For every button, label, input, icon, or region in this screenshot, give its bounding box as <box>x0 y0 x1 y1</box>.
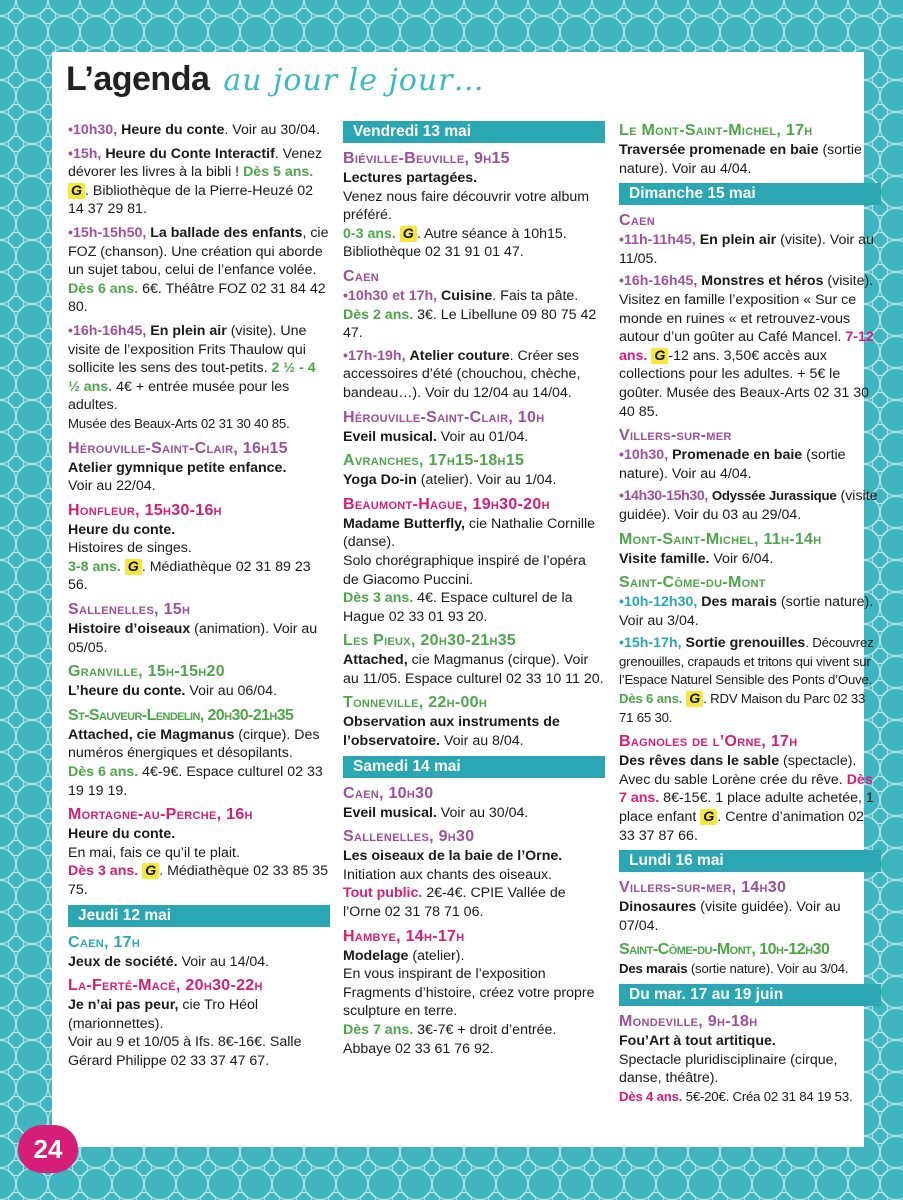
column-3 <box>619 121 881 1111</box>
free-badge-icon: G <box>125 559 142 575</box>
day-header: Vendredi 13 mai <box>343 121 605 143</box>
venue-heading: Mont-Saint-Michel, 11h-14h <box>619 530 822 548</box>
list-item: La-Ferté-Macé, 20h30-22h Je n’ai pas peur, cie Tro Héol (marionnettes). Voir au 9 et 10/05 à Ifs. 8€-16€. Salle Gérard Philippe 02 33 37 47 67. <box>68 976 330 1070</box>
column-1 <box>68 121 330 1076</box>
venue-heading: St-Sauveur-Lendelin, 20h30-21h35 <box>68 706 294 724</box>
list-item: Tonneville, 22h-00h Observation aux instruments de l’observatoire. Voir au 8/04. <box>343 693 605 750</box>
list-item: Saint-Côme-du-Mont, 10h-12h30 Des marais (sortie nature). Voir au 3/04. <box>619 940 881 979</box>
list-item: Sallenelles, 15h Histoire d’oiseaux (animation). Voir au 05/05. <box>68 600 330 657</box>
day-header: Jeudi 12 mai <box>68 905 330 927</box>
list-item: Biéville-Beuville, 9h15 Lectures partagées. Venez nous faire découvrir votre album préféré. 0-3 ans. G . Autre séance à 10h15. Bibliothèque 02 31 91 01 47. <box>343 149 605 262</box>
venue-heading: Beaumont-Hague, 19h30-20h <box>343 495 550 513</box>
venue-heading: Villers-sur-mer <box>619 427 732 445</box>
free-badge-icon: G <box>400 226 417 242</box>
venue-heading: Mortagne-au-Perche, 16h <box>68 806 253 824</box>
list-item: Mondeville, 9h-18h Fou’Art à tout artitique. Spectacle pluridisciplinaire (cirque, danse, théâtre). Dès 4 ans. 5€-20€. Créa 02 31 84 19 53. <box>619 1012 881 1106</box>
venue-heading: Saint-Côme-du-Mont <box>619 574 766 592</box>
free-badge-icon: G <box>700 809 717 825</box>
list-item: Villers-sur-mer •10h30, Promenade en baie (sortie nature). Voir au 4/04. •14h30-15h30, Odyssée Jurassique (visite guidée). Voir du 03 au 29/04. <box>619 426 881 524</box>
venue-heading: Hambye, 14h-17h <box>343 927 465 945</box>
list-item: Le Mont-Saint-Michel, 17h Traversée promenade en baie (sortie nature). Voir au 4/04. <box>619 121 881 178</box>
list-item: Caen •11h-11h45, En plein air (visite). Voir au 11/05. •16h-16h45, Monstres et héros (visite). Visitez en famille l’exposition « Sur ce monde en ruines « et retrouvez-vous autour d’un goûter au Café Mancel. 7-12 ans. G -12 ans. 3,50€ accès aux collections pour les adultes. + 5€ le goûter. Musée des Beaux-Arts 02 31 30 40 85. <box>619 211 881 421</box>
venue-heading: Mondeville, 9h-18h <box>619 1013 758 1030</box>
venue-heading: Honfleur, 15h30-16h <box>68 501 222 519</box>
venue-heading: Tonneville, 22h-00h <box>343 694 488 712</box>
list-item: Hérouville-Saint-Clair, 10h Eveil musical. Voir au 01/04. <box>343 408 605 447</box>
header <box>66 60 485 110</box>
list-item: Avranches, 17h15-18h15 Yoga Do-in (atelier). Voir au 1/04. <box>343 451 605 490</box>
venue-heading: Caen, 10h30 <box>343 784 434 802</box>
venue-heading: Bagnoles de l’Orne, 17h <box>619 733 798 751</box>
list-item: Saint-Côme-du-Mont •10h-12h30, Des marais (sortie nature). Voir au 3/04. •15h-17h, Sortie grenouilles. Découvrez grenouilles, crapauds et tritons qui vivent sur l’Espace Naturel Sensible des Ponts d’Ouve. Dès 6 ans. G . RDV Maison du Parc 02 33 71 65 30. <box>619 573 881 727</box>
list-item: Sallenelles, 9h30 Les oiseaux de la baie de l’Orne. Initiation aux chants des oiseaux. Tout public. 2€-4€. CPIE Vallée de l’Orne 02 31 78 71 06. <box>343 827 605 921</box>
list-item: Hambye, 14h-17h Modelage (atelier). En vous inspirant de l’exposition Fragments d’histoire, créez votre propre sculpture en terre. Dès 7 ans. 3€-7€ + droit d’entrée. Abbaye 02 33 61 76 92. <box>343 927 605 1059</box>
list-item: •16h-16h45, En plein air (visite). Une visite de l’exposition Frits Thaulow qui sollicite les sens des tout-petits. 2 ½ - 4 ½ ans. 4€ + entrée musée pour les adultes. Musée des Beaux-Arts 02 31 30 40 85. <box>68 322 316 431</box>
venue-heading: Avranches, 17h15-18h15 <box>343 452 525 470</box>
list-item: Granville, 15h-15h20 L’heure du conte. Voir au 06/04. <box>68 662 330 701</box>
day-header: Lundi 16 mai <box>619 850 881 872</box>
day-header: Samedi 14 mai <box>343 756 605 778</box>
page-subtitle: au jour le jour… <box>223 63 485 98</box>
list-item: Les Pieux, 20h30-21h35 Attached, cie Magmanus (cirque). Voir au 11/05. Espace culturel 02 33 10 11 20. <box>343 632 604 687</box>
column-2 <box>343 121 605 1063</box>
venue-heading: Hérouville-Saint-Clair, 10h <box>343 408 545 426</box>
day-header: Du mar. 17 au 19 juin <box>619 984 881 1006</box>
list-item: •15h, Heure du Conte Interactif. Venez dévorer les livres à la bibli ! Dès 5 ans. G . Bibliothèque de la Pierre-Heuzé 02 14 37 29 81. <box>68 145 323 218</box>
page-title: L’agenda <box>66 60 210 98</box>
venue-heading: Les Pieux, 20h30-21h35 <box>343 632 517 650</box>
list-item: •15h-15h50, La ballade des enfants, cie FOZ (chanson). Une création qui aborde un sujet tabou, celui de l’enfance volée. Dès 6 ans. 6€. Théâtre FOZ 02 31 84 42 80. <box>68 224 329 316</box>
list-item: Caen, 17h Jeux de société. Voir au 14/04. <box>68 933 330 972</box>
venue-heading: Caen <box>343 267 379 285</box>
venue-heading: Villers-sur-mer, 14h30 <box>619 879 787 897</box>
list-item: Honfleur, 15h30-16h Heure du conte. Histoires de singes. 3-8 ans. G . Médiathèque 02 31 89 23 56. <box>68 501 330 595</box>
list-item: •10h30, Heure du conte. Voir au 30/04. <box>68 122 320 138</box>
list-item: St-Sauveur-Lendelin, 20h30-21h35 Attached, cie Magmanus (cirque). Des numéros énergiques et désopilants. Dès 6 ans. 4€-9€. Espace culturel 02 33 19 19 19. <box>68 706 330 800</box>
list-item: Mont-Saint-Michel, 11h-14h Visite famille. Voir 6/04. <box>619 530 881 569</box>
free-badge-icon: G <box>142 863 159 879</box>
venue-heading: La-Ferté-Macé, 20h30-22h <box>68 977 263 995</box>
venue-heading: Granville, 15h-15h20 <box>68 663 225 681</box>
free-badge-icon: G <box>651 348 668 364</box>
free-badge-icon: G <box>686 691 703 707</box>
venue-heading: Sallenelles, 15h <box>68 601 191 619</box>
venue-heading: Le Mont-Saint-Michel, 17h <box>619 122 813 139</box>
venue-heading: Hérouville-Saint-Clair, 16h15 <box>68 439 288 457</box>
free-badge-icon: G <box>68 183 85 199</box>
list-item: Hérouville-Saint-Clair, 16h15 Atelier gymnique petite enfance. Voir au 22/04. <box>68 439 330 496</box>
list-item: Caen, 10h30 Eveil musical. Voir au 30/04. <box>343 784 605 823</box>
list-item: Beaumont-Hague, 19h30-20h Madame Butterfly, cie Nathalie Cornille (danse). Solo chorégraphique inspiré de l’opéra de Giacomo Puccini. Dès 3 ans. 4€. Espace culturel de la Hague 02 33 01 93 20. <box>343 495 605 627</box>
venue-heading: Sallenelles, 9h30 <box>343 828 475 846</box>
list-item: Caen •10h30 et 17h, Cuisine. Fais ta pâte. Dès 2 ans. 3€. Le Libellune 09 80 75 42 47. •17h-19h, Atelier couture. Créer ses accessoires d’été (chouchou, chèche, bandeau…). Voir du 12/04 au 14/04. <box>343 267 605 403</box>
venue-heading: Biéville-Beuville, 9h15 <box>343 150 510 167</box>
page-number: 24 <box>18 1125 78 1173</box>
venue-heading: Caen <box>619 212 655 230</box>
venue-heading: Saint-Côme-du-Mont, 10h-12h30 <box>619 941 830 959</box>
list-item: Villers-sur-mer, 14h30 Dinosaures (visite guidée). Voir au 07/04. <box>619 878 881 935</box>
day-header: Dimanche 15 mai <box>619 183 881 205</box>
list-item: Bagnoles de l’Orne, 17h Des rêves dans le sable (spectacle). Avec du sable Lorène crée du rêve. Dès 7 ans. 8€-15€. 1 place adulte achetée, 1 place enfant G . Centre d’animation 02 33 37 87 66. <box>619 732 881 845</box>
venue-heading: Caen, 17h <box>68 933 141 951</box>
list-item: Mortagne-au-Perche, 16h Heure du conte. En mai, fais ce qu’il te plait. Dès 3 ans. G . Médiathèque 02 33 85 35 75. <box>68 806 329 898</box>
